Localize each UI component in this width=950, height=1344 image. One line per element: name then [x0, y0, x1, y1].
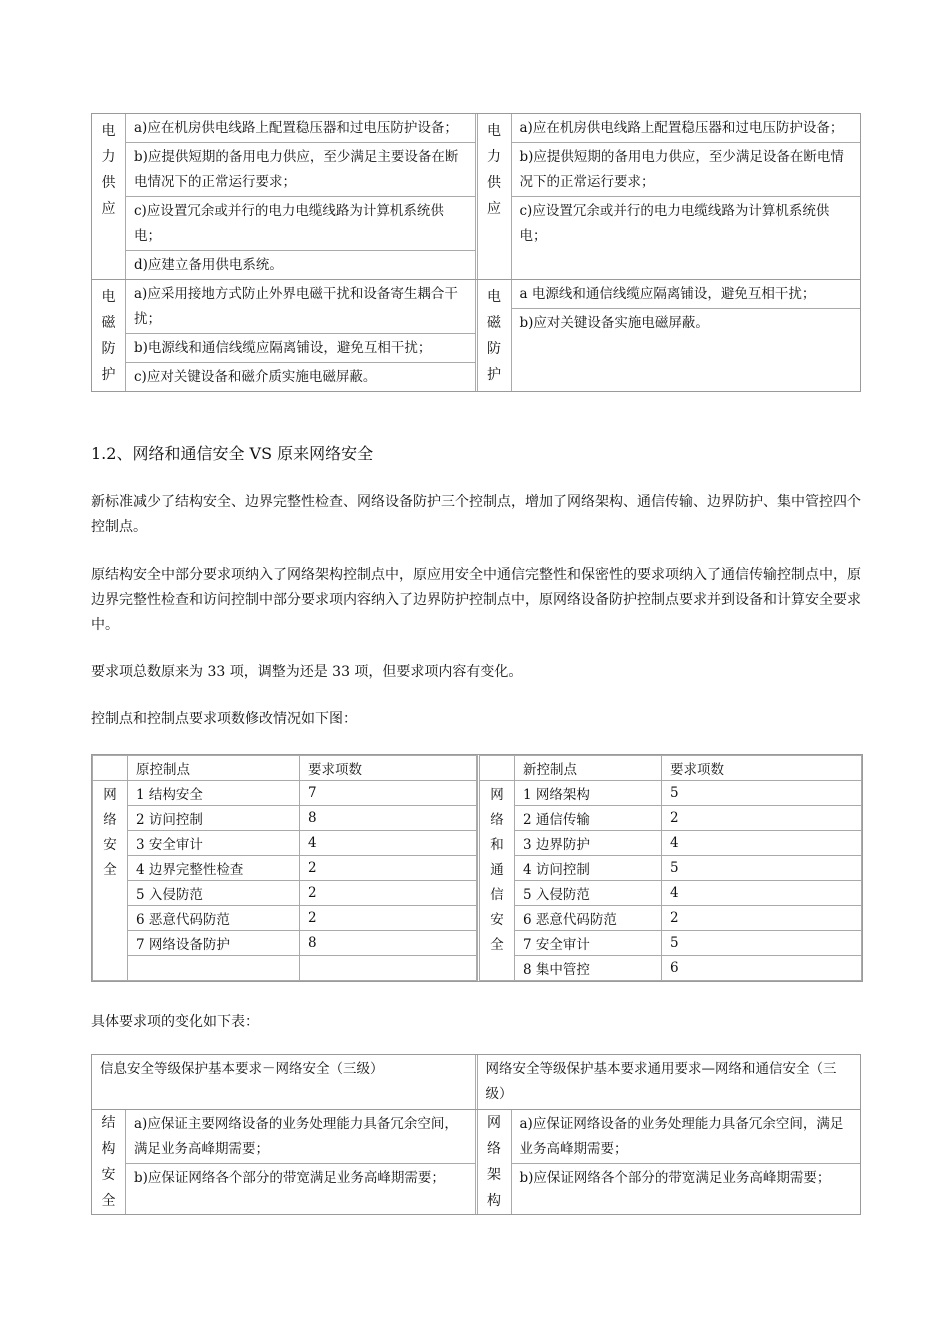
table-cell: [300, 956, 477, 981]
category-char: 结: [101, 1115, 116, 1131]
category-cell: [93, 781, 128, 981]
category-char: 全: [490, 937, 504, 953]
column-header: 要求项数: [300, 756, 477, 781]
category-char: 构: [101, 1141, 116, 1157]
paragraph: 控制点和控制点要求项数修改情况如下图：: [91, 711, 357, 727]
column-header: 原控制点: [128, 756, 300, 781]
table-cell: 2: [300, 906, 477, 931]
requirement-item: a)应保证主要网络设备的业务处理能力具备冗余空间，满足业务高峰期需要；: [126, 1110, 475, 1164]
requirement-item: a)应采用接地方式防止外界电磁干扰和设备寄生耦合干扰；: [126, 280, 475, 334]
table3-right-title: 网络安全等级保护基本要求通用要求—网络和通信安全（三级）: [475, 1055, 861, 1109]
category-char: 护: [487, 367, 501, 383]
table-cell: 6 恶意代码防范: [128, 906, 300, 931]
category-char: 磁: [101, 315, 116, 331]
category-char: 力: [101, 149, 116, 165]
table-cell: 7: [300, 781, 477, 806]
category-char: 络: [103, 812, 117, 828]
category-char: 磁: [487, 315, 501, 331]
category-char: 电: [487, 289, 501, 305]
header-blank: [93, 756, 128, 781]
table-cell: 2: [662, 806, 862, 831]
paragraph: 新标准减少了结构安全、边界完整性检查、网络设备防护三个控制点，增加了网络架构、通信传输、边界防护、集中管控四个控制点。: [91, 494, 861, 535]
table-cell: 2 访问控制: [128, 806, 300, 831]
table-cell: 5: [662, 856, 862, 881]
category-cell: [479, 781, 515, 981]
category-cell: [92, 1110, 126, 1214]
category-char: 全: [101, 1193, 116, 1209]
requirement-item: a)应保证网络设备的业务处理能力具备冗余空间，满足业务高峰期需要；: [512, 1110, 861, 1164]
category-char: 通: [490, 862, 504, 878]
requirement-item: c)应设置冗余或并行的电力电缆线路为计算机系统供电；: [126, 197, 475, 251]
table-cell: 4: [662, 831, 862, 856]
category-char: 架: [487, 1167, 501, 1183]
category-char: 网: [490, 787, 504, 803]
table-cell: 6 恶意代码防范: [515, 906, 662, 931]
requirement-item: b)应保证网络各个部分的带宽满足业务高峰期需要；: [519, 1170, 831, 1186]
category-char: 电: [101, 123, 116, 139]
table3-right-body: [475, 1110, 861, 1214]
requirement-item: a 电源线和通信线缆应隔离铺设，避免互相干扰；: [512, 280, 861, 309]
table-cell: 1 网络架构: [515, 781, 662, 806]
power-emc-comparison-table: [91, 113, 861, 392]
table-cell: 6: [662, 956, 862, 981]
table-cell: 8: [300, 931, 477, 956]
table-cell: 3 安全审计: [128, 831, 300, 856]
requirement-item: b)应提供短期的备用电力供应，至少满足主要设备在断电情况下的正常运行要求；: [126, 143, 475, 197]
section-title: 1.2、网络和通信安全 VS 原来网络安全: [91, 444, 374, 463]
category-char: 供: [101, 175, 116, 191]
category-char: 防: [101, 341, 116, 357]
old-control-points: [92, 755, 477, 981]
requirement-item: b)电源线和通信线缆应隔离铺设，避免互相干扰；: [126, 334, 475, 363]
table1-power-row: [92, 114, 860, 279]
column-header: 新控制点: [515, 756, 662, 781]
table-cell: 8 集中管控: [515, 956, 662, 981]
table-cell: 5: [662, 781, 862, 806]
table-cell: 8: [300, 806, 477, 831]
control-point-count-table: [91, 754, 863, 982]
paragraph: 具体要求项的变化如下表：: [91, 1014, 259, 1030]
table3-header-row: [92, 1055, 860, 1109]
requirement-item: d)应建立备用供电系统。: [134, 257, 283, 273]
table-cell: 3 边界防护: [515, 831, 662, 856]
table-cell: 4 边界完整性检查: [128, 856, 300, 881]
table-cell: 4: [662, 881, 862, 906]
table1-right-emc: [475, 280, 861, 391]
column-header: 要求项数: [662, 756, 862, 781]
table-cell: 2: [662, 906, 862, 931]
paragraph: 原结构安全中部分要求项纳入了网络架构控制点中，原应用安全中通信完整性和保密性的要求项纳入了通信传输控制点中，原边界完整性检查和访问控制中部分要求项内容纳入了边界防护控制点中，原网络设备防护控制点要求并到设备和计算安全要求中。: [91, 567, 861, 633]
table-cell: 1 结构安全: [128, 781, 300, 806]
category-cell: [478, 114, 512, 279]
table-cell: 2: [300, 881, 477, 906]
category-char: 全: [103, 862, 117, 878]
category-char: 网: [487, 1115, 501, 1131]
new-control-points: [477, 755, 862, 981]
category-cell: [478, 280, 512, 391]
requirement-item: a)应在机房供电线路上配置稳压器和过电压防护设备；: [512, 114, 861, 143]
paragraph: 要求项总数原来为 33 项，调整为还是 33 项，但要求项内容有变化。: [91, 664, 523, 680]
category-char: 构: [487, 1193, 501, 1209]
requirement-item: c)应对关键设备和磁介质实施电磁屏蔽。: [134, 369, 377, 385]
table-cell: 5 入侵防范: [128, 881, 300, 906]
category-char: 电: [101, 289, 116, 305]
category-cell: [478, 1110, 512, 1214]
requirement-item: b)应对关键设备实施电磁屏蔽。: [519, 315, 709, 331]
table1-emc-row: [92, 279, 860, 391]
table-cell: 4 访问控制: [515, 856, 662, 881]
category-char: 电: [487, 123, 501, 139]
table-cell: 7 网络设备防护: [128, 931, 300, 956]
table3-left-body: [92, 1110, 475, 1214]
table-cell: 5: [662, 931, 862, 956]
category-char: 络: [490, 812, 504, 828]
category-char: 信: [490, 887, 504, 903]
table-cell: 7 安全审计: [515, 931, 662, 956]
category-char: 护: [101, 367, 116, 383]
category-char: 防: [487, 341, 501, 357]
category-char: 力: [487, 149, 501, 165]
category-char: 应: [101, 201, 116, 217]
header-blank: [479, 756, 515, 781]
category-cell: [92, 280, 126, 391]
requirement-item: c)应设置冗余或并行的电力电缆线路为计算机系统供电；: [519, 203, 830, 244]
category-char: 安: [103, 837, 117, 853]
table-cell: 5 入侵防范: [515, 881, 662, 906]
table-cell: 2 通信传输: [515, 806, 662, 831]
table1-right-power: [475, 114, 861, 279]
category-char: 应: [487, 201, 501, 217]
category-char: 络: [487, 1141, 501, 1157]
table-cell: 2: [300, 856, 477, 881]
requirement-item: b)应保证网络各个部分的带宽满足业务高峰期需要；: [134, 1170, 445, 1186]
category-char: 安: [490, 912, 504, 928]
table3-left-title: 信息安全等级保护基本要求－网络安全（三级）: [100, 1061, 384, 1077]
category-char: 网: [103, 787, 117, 803]
table3-body-row: [92, 1109, 860, 1214]
category-cell: [92, 114, 126, 279]
requirement-item: a)应在机房供电线路上配置稳压器和过电压防护设备；: [126, 114, 475, 143]
requirement-item: b)应提供短期的备用电力供应，至少满足设备在断电情况下的正常运行要求；: [512, 143, 861, 197]
table-cell: 4: [300, 831, 477, 856]
category-char: 安: [101, 1167, 116, 1183]
category-char: 供: [487, 175, 501, 191]
requirement-comparison-table: [91, 1054, 861, 1215]
category-char: 和: [490, 837, 504, 853]
table-cell: [128, 956, 300, 981]
table1-left-emc: [92, 280, 475, 391]
table1-left-power: [92, 114, 475, 279]
